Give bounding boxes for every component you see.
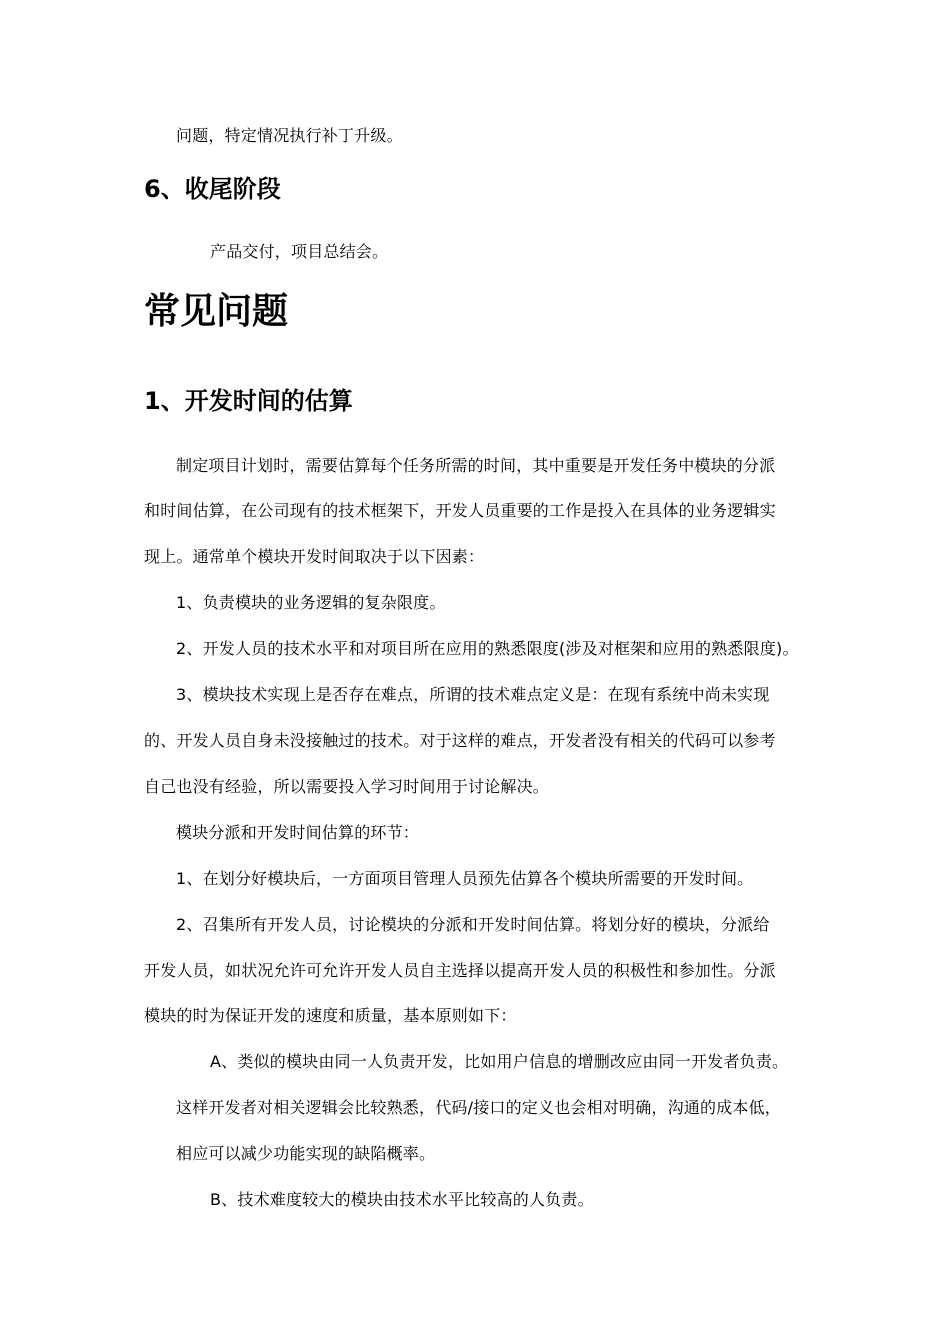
paragraph-line: 的、开发人员自身未没接触过的技术。对于这样的难点，开发者没有相关的代码可以参考 xyxy=(144,731,776,750)
paragraph-line: 模块的时为保证开发的速度和质量，基本原则如下： xyxy=(144,1006,517,1025)
list-item: 3、模块技术实现上是否存在难点，所谓的技术难点定义是：在现有系统中尚未实现 xyxy=(176,685,770,704)
list-item: 1、在划分好模块后，一方面项目管理人员预先估算各个模块所需要的开发时间。 xyxy=(176,869,754,888)
section-heading-closing-phase: 6、收尾阶段 xyxy=(144,175,281,203)
list-item: 1、负责模块的业务逻辑的复杂限度。 xyxy=(176,593,446,612)
paragraph-line: 现上。通常单个模块开发时间取决于以下因素： xyxy=(144,547,485,566)
paragraph-line: 开发人员，如状况允许可允许开发人员自主选择以提高开发人员的积极性和参加性。分派 xyxy=(144,961,776,980)
paragraph-line: 自己也没有经验，所以需要投入学习时间用于讨论解决。 xyxy=(144,777,550,796)
paragraph-line: 和时间估算，在公司现有的技术框架下，开发人员重要的工作是投入在具体的业务逻辑实 xyxy=(144,501,776,520)
section-heading-dev-time-estimate: 1、开发时间的估算 xyxy=(144,387,353,415)
paragraph-line: 产品交付，项目总结会。 xyxy=(210,242,389,261)
paragraph-line: 制定项目计划时，需要估算每个任务所需的时间，其中重要是开发任务中模块的分派 xyxy=(176,456,776,475)
list-item: A、类似的模块由同一人负责开发，比如用户信息的增删改应由同一开发者负责。 xyxy=(210,1052,789,1071)
list-item: 2、开发人员的技术水平和对项目所在应用的熟悉限度(涉及对框架和应用的熟悉限度)。 xyxy=(176,639,799,658)
paragraph-line: 问题，特定情况执行补丁升级。 xyxy=(176,126,403,145)
list-item: 2、召集所有开发人员，讨论模块的分派和开发时间估算。将划分好的模块，分派给 xyxy=(176,915,770,934)
paragraph-line: 相应可以减少功能实现的缺陷概率。 xyxy=(176,1144,436,1163)
paragraph-line: 这样开发者对相关逻辑会比较熟悉，代码/接口的定义也会相对明确，沟通的成本低， xyxy=(176,1098,781,1117)
chapter-heading-faq: 常见问题 xyxy=(144,291,289,332)
list-item: B、技术难度较大的模块由技术水平比较高的人负责。 xyxy=(210,1190,594,1209)
paragraph-line: 模块分派和开发时间估算的环节： xyxy=(176,823,420,842)
